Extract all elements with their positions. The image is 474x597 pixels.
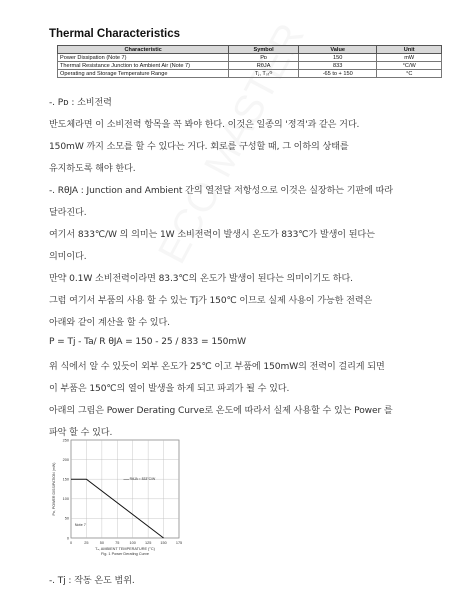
- x-tick-label: 0: [69, 541, 73, 545]
- x-tick-label: 100: [129, 541, 136, 545]
- x-tick-label: 50: [99, 541, 104, 545]
- plot-area: [71, 440, 179, 538]
- header-symbol: Symbol: [229, 46, 299, 54]
- y-axis-label: Pᴅ, POWER DISSIPATION (mW): [52, 462, 56, 516]
- body-line: 여기서 833℃/W 의 의미는 1W 소비전력이 발생시 온도가 833℃가 발생이 된다는: [49, 230, 375, 240]
- cell-value: 150: [298, 54, 377, 62]
- chart-caption: Fig. 1 Power Derating Curve: [101, 552, 149, 556]
- note-annotation: Note 7: [74, 523, 86, 528]
- table-row: [58, 54, 442, 62]
- y-tick-label: 250: [62, 438, 69, 443]
- header-unit: Unit: [377, 46, 442, 54]
- body-line: 만약 0.1W 소비전력이라면 83.3℃의 온도가 발생이 된다는 의미이기도 하다.: [49, 274, 353, 284]
- x-tick-label: 75: [115, 541, 120, 545]
- cell-unit: °C/W: [377, 62, 442, 70]
- x-tick-label: 175: [175, 541, 183, 545]
- cell-characteristic: Power Dissipation (Note 7): [58, 54, 229, 62]
- cell-symbol: Pᴅ: [229, 54, 299, 62]
- body-line: 150mW 까지 소모를 할 수 있다는 거다. 회로를 구성할 때, 그 이하의 상태를: [49, 142, 349, 152]
- body-line: 반도체라면 이 소비전력 항목을 꼭 봐야 한다. 이것은 일종의 '정격'과 같은 거다.: [49, 120, 360, 130]
- y-tick-label: 0: [66, 536, 69, 541]
- body-line: 그럼 여기서 부품의 사용 할 수 있는 Tj가 150℃ 이므로 실제 사용이 가능한 전력은: [49, 296, 373, 306]
- body-line: 유지하도록 해야 한다.: [49, 164, 136, 174]
- body-line: 위 식에서 알 수 있듯이 외부 온도가 25℃ 이고 부품에 150mW의 전력이 걸리게 되면: [49, 362, 385, 372]
- cell-symbol: RθJA: [229, 62, 299, 70]
- body-line: 파악 할 수 있다.: [49, 428, 113, 438]
- body-line: 달라진다.: [49, 208, 87, 218]
- table-row: [58, 62, 442, 70]
- section-heading: Thermal Characteristics: [49, 28, 181, 40]
- y-tick-label: 200: [62, 457, 69, 462]
- body-line: 이 부품은 150℃의 열이 발생을 하게 되고 파괴가 될 수 있다.: [49, 384, 290, 394]
- footer-line: -. Tj : 작동 온도 범위.: [49, 576, 135, 586]
- cell-unit: °C: [377, 70, 442, 78]
- cell-value: 833: [298, 62, 377, 70]
- y-tick-label: 150: [62, 477, 69, 482]
- cell-symbol: Tⱼ, Tₛₜᴳ: [229, 70, 299, 78]
- cell-characteristic: Thermal Resistance Junction to Ambient Air (Note 7): [58, 62, 229, 70]
- rtheta-annotation: RθJA = 833°C/W: [129, 476, 156, 481]
- x-tick-label: 150: [160, 541, 167, 545]
- cell-characteristic: Operating and Storage Temperature Range: [58, 70, 229, 78]
- formula-line: P = Tj - Ta/ R θJA = 150 - 25 / 833 = 150mW: [49, 337, 247, 347]
- table-row: [58, 70, 442, 78]
- table-header-row: [58, 46, 442, 54]
- x-tick-label: 125: [144, 541, 152, 545]
- header-value: Value: [298, 46, 377, 54]
- cell-unit: mW: [377, 54, 442, 62]
- x-tick-label: 25: [84, 541, 89, 545]
- x-axis-label: Tₐ, AMBIENT TEMPERATURE (°C): [95, 547, 155, 551]
- body-line: -. Pᴅ : 소비전력: [49, 98, 112, 108]
- header-characteristic: Characteristic: [58, 46, 229, 54]
- y-tick-label: 50: [64, 516, 69, 521]
- body-line: 아래와 같이 계산을 할 수 있다.: [49, 318, 170, 328]
- body-line: 아래의 그림은 Power Derating Curve로 온도에 따라서 실제 사용할 수 있는 Power 를: [49, 406, 393, 416]
- thermal-table: [57, 45, 442, 78]
- cell-value: -65 to + 150: [298, 70, 377, 78]
- power-derating-chart: [49, 436, 187, 561]
- body-line: 의미이다.: [49, 252, 87, 262]
- body-line: -. RθJA : Junction and Ambient 간의 열전달 저항성으로 이것은 실장하는 기판에 따라: [49, 186, 393, 196]
- y-tick-label: 100: [62, 497, 69, 502]
